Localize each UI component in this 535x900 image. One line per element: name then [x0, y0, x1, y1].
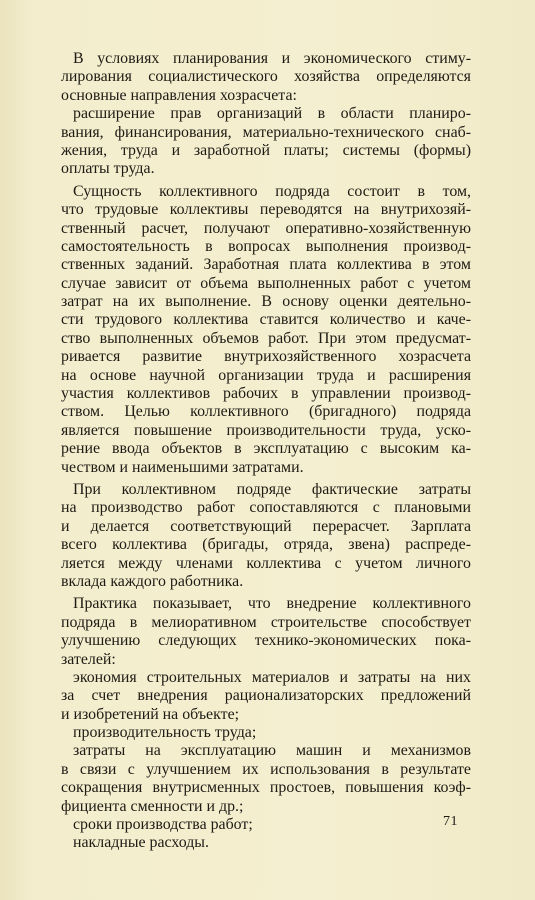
- paragraph: [61, 183, 471, 477]
- text-line: случае зависит от объема выполненных работ с учетом: [61, 274, 471, 292]
- paragraph: [61, 105, 471, 179]
- text-line: самостоятельность в вопросах выполнения производ-: [61, 237, 471, 255]
- paragraph: [61, 724, 471, 742]
- text-line: в связи с улучшением их использования в результате: [61, 760, 471, 778]
- text-line: фициента сменности и др.;: [61, 797, 244, 815]
- page-number: 71: [443, 814, 458, 829]
- text-line: участия коллективов рабочих в управлении производ-: [61, 385, 471, 403]
- text-line: сроки производства работ;: [73, 816, 253, 834]
- text-line: экономия строительных материалов и затраты на них: [73, 668, 471, 686]
- text-line: ривается развитие внутрихозяйственного хозрасчета: [61, 348, 471, 366]
- text-line: основные направления хозрасчета:: [61, 86, 297, 104]
- text-line: затраты на эксплуатацию машин и механизмов: [73, 742, 471, 760]
- text-line: и делается соответствующий перерасчет. Зарплата: [61, 517, 471, 535]
- paragraph: [61, 742, 471, 816]
- paragraph: [61, 669, 471, 724]
- text-line: всего коллектива (бригады, отряда, звена) распреде-: [61, 536, 471, 554]
- text-line: производительность труда;: [73, 724, 257, 742]
- text-line: зателей:: [61, 650, 116, 668]
- text-line: ством. Целью коллективного (бригадного) подряда: [61, 403, 471, 421]
- paragraph: [61, 481, 471, 591]
- paragraph: [61, 50, 471, 105]
- text-line: Практика показывает, что внедрение коллективного: [73, 595, 471, 613]
- text-line: затрат на их выполнение. В основу оценки деятельно-: [61, 293, 471, 311]
- text-line: подряда в мелиоративном строительстве способствует: [61, 613, 471, 631]
- paragraph: [61, 816, 471, 834]
- text-line: на основе научной организации труда и расширения: [61, 366, 471, 384]
- text-line: что трудовые коллективы переводятся на внутрихозяй-: [61, 201, 471, 219]
- text-line: рение ввода объектов в эксплуатацию с высоким ка-: [61, 440, 471, 458]
- text-line: ство выполненных объемов работ. При этом предусмат-: [61, 329, 471, 347]
- text-line: ственных заданий. Заработная плата коллектива в этом: [61, 256, 471, 274]
- text-line: ственный расчет, получают оперативно-хозяйственную: [61, 219, 471, 237]
- text-line: на производство работ сопоставляются с плановыми: [61, 499, 471, 517]
- text-line: лирования социалистического хозяйства определяются: [61, 68, 471, 86]
- text-line: В условиях планирования и экономического стиму-: [73, 50, 471, 67]
- paragraph: [61, 834, 471, 852]
- text-line: является повышение производительности труда, уско-: [61, 421, 471, 439]
- text-line: расширение прав организаций в области планиро-: [73, 105, 471, 123]
- text-line: чеством и наименьшими затратами.: [61, 458, 304, 476]
- text-line: и изобретений на объекте;: [61, 705, 240, 723]
- text-line: сти трудового коллектива ставится количество и каче-: [61, 311, 471, 329]
- text-line: оплаты труда.: [61, 160, 155, 178]
- text-line: накладные расходы.: [73, 834, 209, 852]
- text-line: жения, труда и заработной платы; системы (формы): [61, 141, 471, 159]
- text-line: Сущность коллективного подряда состоит в том,: [73, 182, 471, 200]
- text-line: улучшению следующих технико-экономических пока-: [61, 632, 471, 650]
- text-line: ляется между членами коллектива с учетом личного: [61, 554, 471, 572]
- paragraph: [61, 595, 471, 669]
- body-text: [61, 50, 471, 853]
- text-line: за счет внедрения рационализаторских предложений: [61, 687, 471, 705]
- text-line: При коллективном подряде фактические затраты: [73, 480, 471, 498]
- text-line: вания, финансирования, материально-технического снаб-: [61, 123, 471, 141]
- text-line: вклада каждого работника.: [61, 572, 244, 590]
- text-line: сокращения внутрисменных простоев, повышения коэф-: [61, 779, 471, 797]
